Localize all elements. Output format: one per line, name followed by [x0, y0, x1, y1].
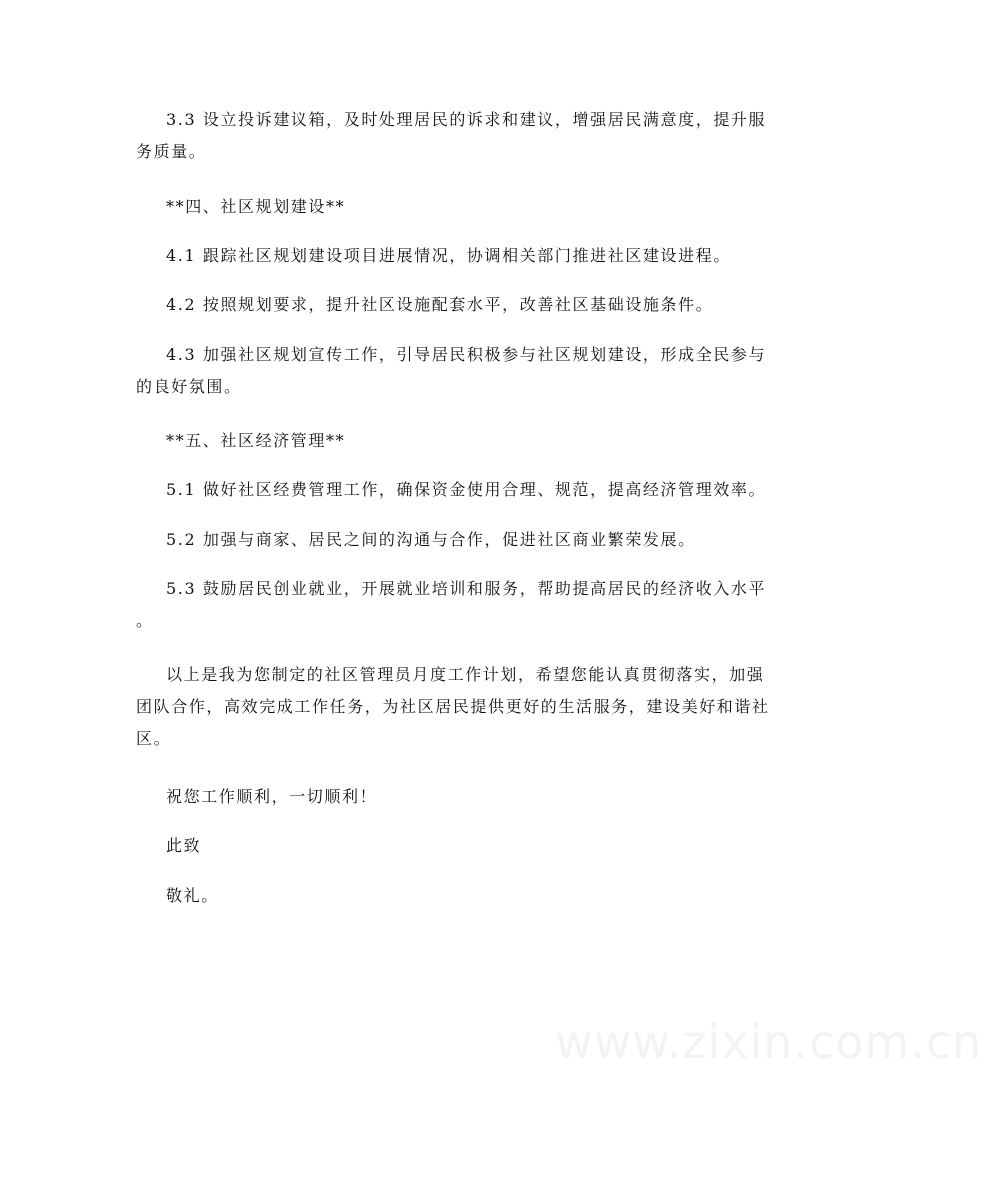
- paragraph-line: 4.1 跟踪社区规划建设项目进展情况，协调相关部门推进社区建设进程。: [166, 246, 731, 265]
- paragraph-5-3: [136, 573, 770, 637]
- paragraph-line: 5.3 鼓励居民创业就业，开展就业培训和服务，帮助提高居民的经济收入水平: [166, 579, 767, 598]
- paragraph-line: 4.3 加强社区规划宣传工作，引导居民积极参与社区规划建设，形成全民参与: [166, 345, 767, 364]
- paragraph-3-3: [136, 104, 770, 168]
- wish-line: [166, 781, 770, 813]
- paragraph-4-2: [166, 289, 770, 321]
- paragraph-line: 祝您工作顺利，一切顺利！: [166, 787, 378, 806]
- paragraph-line: 团队合作，高效完成工作任务，为社区居民提供更好的生活服务，建设美好和谐社: [136, 697, 770, 716]
- closing-paragraph: [136, 659, 770, 755]
- paragraph-line: 区。: [136, 729, 172, 748]
- paragraph-line: 。: [136, 611, 154, 630]
- paragraph-5-2: [166, 524, 770, 556]
- paragraph-line: 此致: [166, 836, 202, 855]
- paragraph-4-3: [136, 339, 770, 403]
- paragraph-5-1: [166, 474, 770, 506]
- paragraph-line: 5.2 加强与商家、居民之间的沟通与合作，促进社区商业繁荣发展。: [166, 530, 696, 549]
- paragraph-line: 的良好氛围。: [136, 377, 242, 396]
- section-heading-5: [166, 425, 770, 457]
- paragraph-line: 5.1 做好社区经费管理工作，确保资金使用合理、规范，提高经济管理效率。: [166, 480, 767, 499]
- watermark: www.zixin.com.cn: [555, 1015, 982, 1069]
- heading-text: **四、社区规划建设**: [166, 197, 346, 216]
- paragraph-line: 敬礼。: [166, 886, 219, 905]
- paragraph-4-1: [166, 240, 770, 272]
- paragraph-line: 4.2 按照规划要求，提升社区设施配套水平，改善社区基础设施条件。: [166, 295, 714, 314]
- paragraph-line: 以上是我为您制定的社区管理员月度工作计划，希望您能认真贯彻落实，加强: [166, 665, 765, 684]
- salutation-line-2: [166, 880, 770, 912]
- section-heading-4: [166, 191, 770, 223]
- salutation-line-1: [166, 830, 770, 862]
- paragraph-line: 3.3 设立投诉建议箱，及时处理居民的诉求和建议，增强居民满意度，提升服: [166, 110, 767, 129]
- paragraph-line: 务质量。: [136, 142, 207, 161]
- heading-text: **五、社区经济管理**: [166, 431, 346, 450]
